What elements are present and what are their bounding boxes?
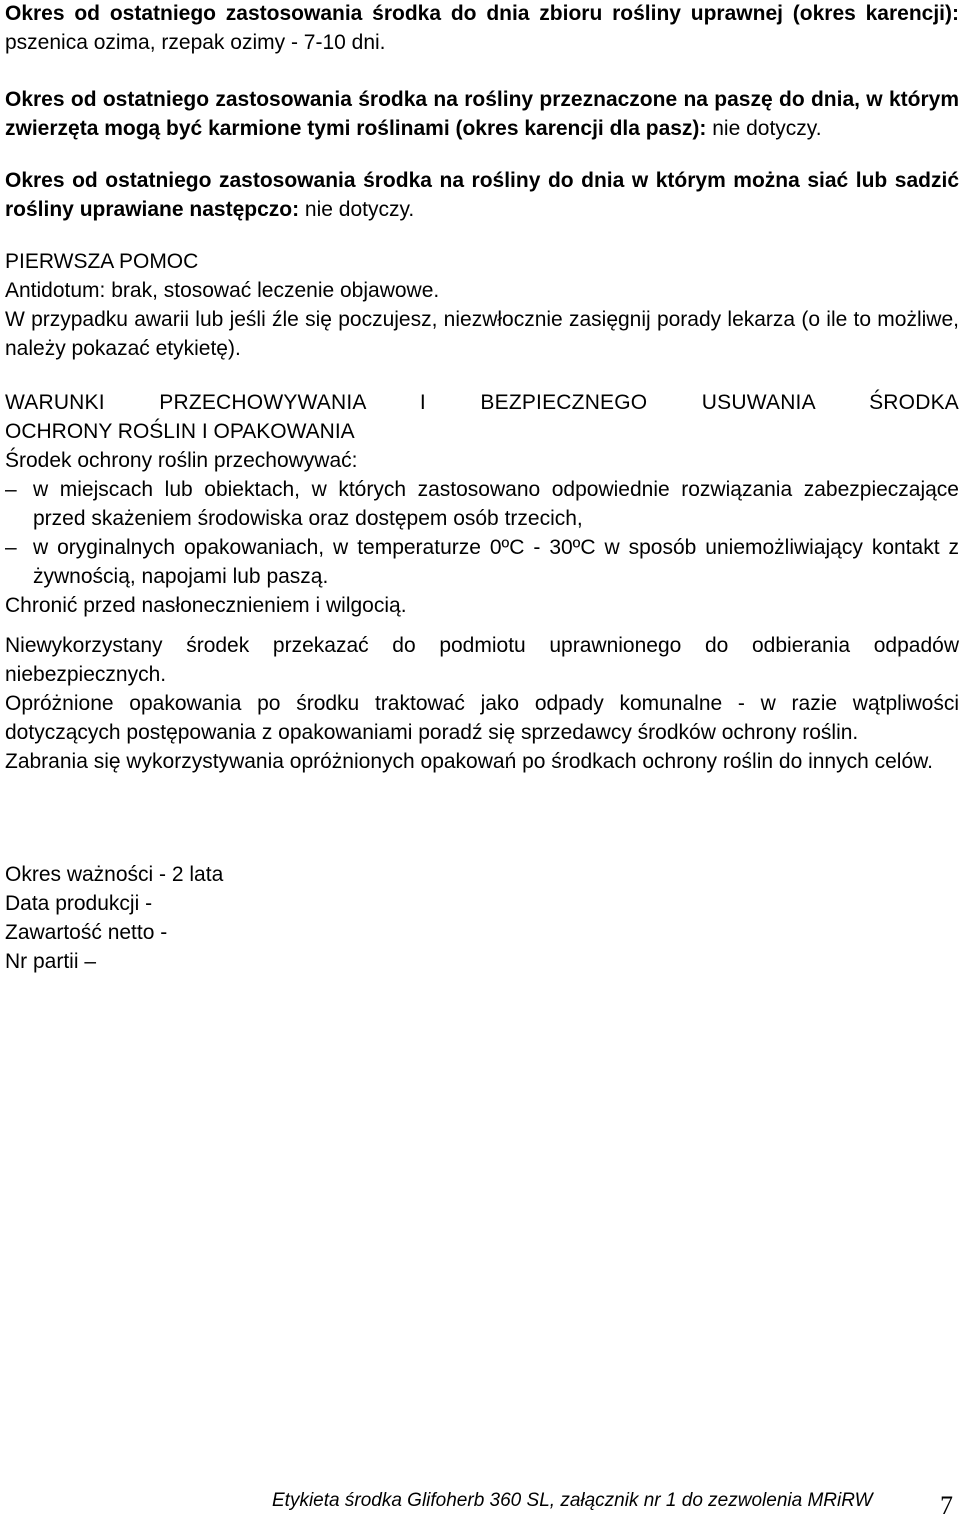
warunki-intro: Środek ochrony roślin przechowywać: — [5, 449, 358, 472]
page-footer: Etykieta środka Glifoherb 360 SL, załącznik nr 1 do zezwolenia MRiRW — [272, 1490, 873, 1511]
karencja-value: pszenica ozima, rzepak ozimy - 7-10 dni. — [5, 31, 386, 54]
list-item-text: w oryginalnych opakowaniach, w temperaturze 0ºC - 30ºC w sposób uniemożliwiający kontakt z żywnością, napojami lub paszą. — [33, 536, 959, 588]
karencja-pasz-label: Okres od ostatniego zastosowania środka na rośliny przeznaczone na paszę do dnia, w którym zwierzęta mogą być karmione tymi roślinami (okres karencji dla pasz): — [5, 88, 959, 140]
nastepcze-label: Okres od ostatniego zastosowania środka na rośliny do dnia w którym można siać lub sadzić rośliny uprawiane następczo: — [5, 169, 959, 221]
list-item-text: w miejscach lub obiektach, w których zastosowano odpowiednie rozwiązania zabezpieczające przed skażeniem środowiska oraz dostępem osób trzecich, — [33, 478, 959, 530]
nr-partii: Nr partii – — [5, 950, 97, 973]
nastepcze-paragraph — [5, 166, 959, 224]
usuwanie-p2: Opróżnione opakowania po środku traktować jako odpady komunalne - w razie wątpliwości dotyczących postępowania z opakowaniami poradź się sprzedawcy środków ochrony roślin. — [5, 692, 959, 744]
data-produkcji: Data produkcji - — [5, 892, 153, 915]
chronic-text: Chronić przed nasłonecznieniem i wilgocią. — [5, 594, 407, 617]
storage-list — [5, 475, 959, 591]
karencja-pasz-paragraph — [5, 85, 959, 143]
warunki-title-line1: WARUNKI PRZECHOWYWANIA I BEZPIECZNEGO USUWANIA ŚRODKA — [5, 391, 959, 414]
okres-waznosci: Okres ważności - 2 lata — [5, 863, 224, 886]
karencja-paragraph — [5, 0, 959, 57]
dash-bullet: – — [5, 478, 17, 501]
zawartosc-netto: Zawartość netto - — [5, 921, 168, 944]
list-item — [5, 533, 959, 591]
list-item — [5, 475, 959, 533]
awaria-text: W przypadku awarii lub jeśli źle się poczujesz, niezwłocznie zasięgnij porady lekarza (o ile to możliwe, należy pokazać etykietę). — [5, 308, 959, 360]
label-document — [5, 0, 959, 976]
nastepcze-value: nie dotyczy. — [299, 198, 415, 221]
antidotum-text: Antidotum: brak, stosować leczenie objawowe. — [5, 279, 440, 302]
karencja-pasz-value: nie dotyczy. — [706, 117, 822, 140]
page-number: 7 — [940, 1491, 953, 1520]
pierwsza-pomoc-title: PIERWSZA POMOC — [5, 250, 199, 273]
warunki-title-line2: OCHRONY ROŚLIN I OPAKOWANIA — [5, 420, 355, 443]
usuwanie-p1: Niewykorzystany środek przekazać do podmiotu uprawnionego do odbierania odpadów niebezpiecznych. — [5, 634, 959, 686]
usuwanie-p3: Zabrania się wykorzystywania opróżnionych opakowań po środkach ochrony roślin do innych celów. — [5, 750, 933, 773]
dash-bullet: – — [5, 536, 17, 559]
karencja-label: Okres od ostatniego zastosowania środka do dnia zbioru rośliny uprawnej (okres karencji): — [5, 2, 959, 25]
